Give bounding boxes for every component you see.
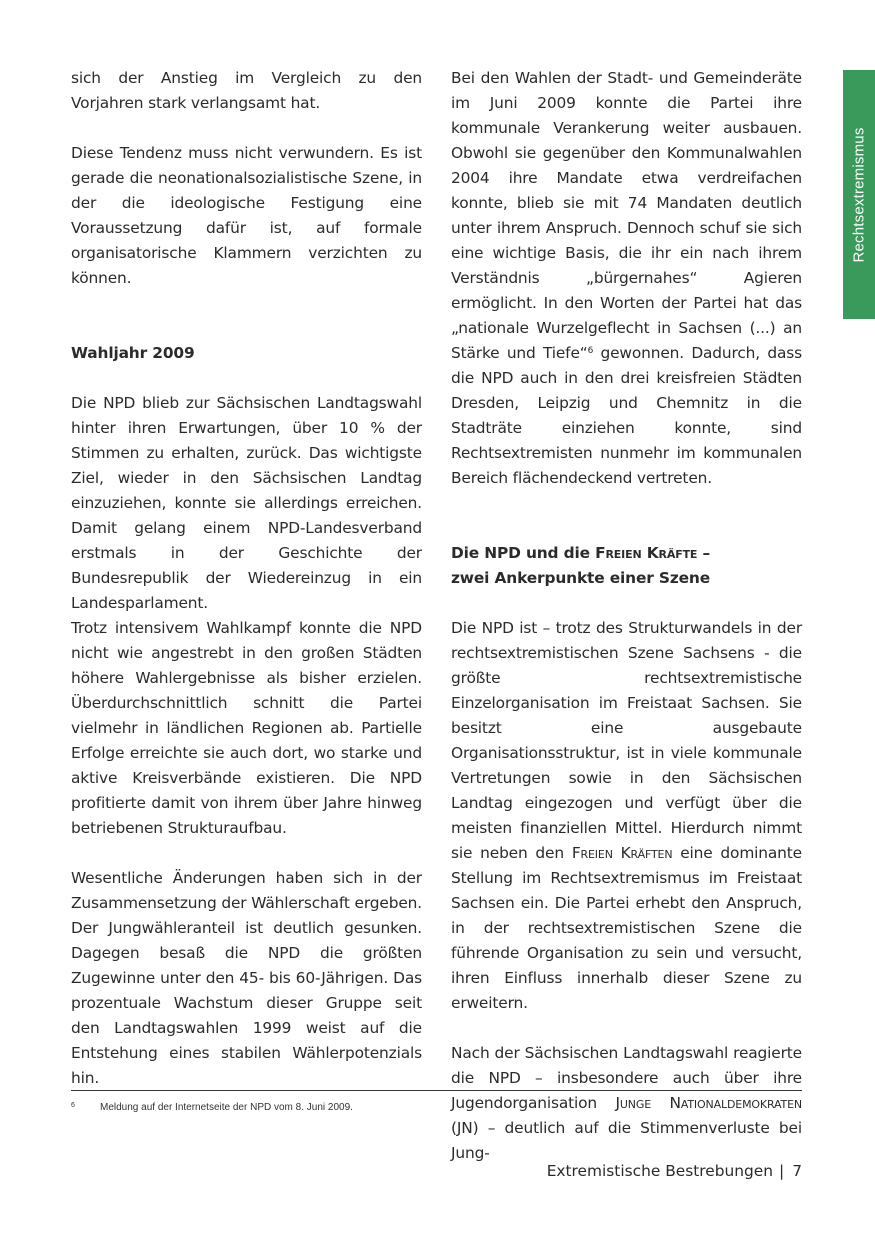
section-heading xyxy=(451,541,802,566)
small-caps-text: Junge Nationaldemokraten xyxy=(615,1094,802,1112)
paragraph xyxy=(451,1041,802,1166)
footnote xyxy=(71,1102,353,1113)
text-run: gewonnen. Dadurch, dass die NPD auch in den drei kreisfreien Städten Dresden, Leipzig und Chemnitz in die Stadträte einziehen konnte, sind Rechtsextremisten nunmehr im kommunalen Bereich flächendeckend vertreten. xyxy=(451,344,802,487)
paragraph: Wesentliche Änderungen haben sich in der Zusammensetzung der Wählerschaft ergeben. Der Jungwähleranteil ist deutlich gesunken. Dagegen besaß die NPD die größten Zugewinne unter den 45- bis 60-Jährigen. Das prozentuale Wachstum dieser Gruppe seit den Landtagswahlen 1999 weist auf die Entstehung eines stabilen Wählerpotenzials hin. xyxy=(71,869,422,1087)
text-run: – xyxy=(697,544,711,562)
footer-separator: | xyxy=(779,1162,785,1180)
paragraph: sich der Anstieg im Vergleich zu den Vorjahren stark verlangsamt hat. xyxy=(71,69,422,112)
small-caps-text: Freien Kräften xyxy=(571,844,673,862)
footnote-divider xyxy=(71,1090,802,1091)
paragraph: Die NPD blieb zur Sächsischen Landtagswahl hinter ihren Erwartungen, über 10 % der Stimmen zu erhalten, zurück. Das wichtigste Ziel, wieder in den Sächsischen Landtag einzuziehen, konnte sie allerdings erreichen. Damit gelang einem NPD-Landesverband erstmals in der Geschichte der Bundesrepublik der Wiedereinzug in ein Landesparlament. xyxy=(71,394,422,612)
footnote-text: Meldung auf der Internetseite der NPD vom 8. Juni 2009. xyxy=(100,1102,353,1113)
footer-section-title: Extremistische Bestrebungen xyxy=(546,1162,774,1180)
footnote-number: 6 xyxy=(71,1102,75,1109)
paragraph: Diese Tendenz muss nicht verwundern. Es ist gerade die neonationalsozialistische Szene, in der die ideologische Festigung eine Voraussetzung dafür ist, auf formale organisatorische Klammern verzichten zu können. xyxy=(71,144,422,287)
section-tab-label: Rechtsextremismus xyxy=(850,126,868,263)
text-run: Die NPD ist – trotz des Strukturwandels in der rechtsextremistischen Szene Sachsens - die größte rechtsextremistische Einzelorganisation im Freistaat Sachsen. Sie besitzt eine ausgebaute Organisationsstruktur, ist in viele kommunale Vertretungen sowie in den Sächsischen Landtag eingezogen und verfügt über die meisten finanziellen Mittel. Hierdurch nimmt sie neben den xyxy=(451,619,802,862)
section-heading: Wahljahr 2009 xyxy=(71,344,195,362)
paragraph xyxy=(451,616,802,1016)
right-column xyxy=(451,66,802,1166)
text-run: Die NPD und die xyxy=(451,544,596,562)
text-run: Bei den Wahlen der Stadt- und Gemeinderäte im Juni 2009 konnte die Partei ihre kommunale Verankerung weiter ausbauen. Obwohl sie gegenüber den Kommunalwahlen 2004 ihre Mandate etwa verdreifachen konnte, blieb sie mit 74 Mandaten deutlich unter ihrem Anspruch. Dennoch schuf sie sich eine wichtige Basis, die ihr ein nach ihrem Verständnis „bürgernahes“ Agieren ermöglicht. In den Worten der Partei hat das „nationale Wurzelgeflecht in Sachsen (...) an Stärke und Tiefe“ xyxy=(451,69,802,362)
page-number: 7 xyxy=(792,1162,802,1180)
small-caps-text: Freien Kräfte xyxy=(595,544,698,562)
section-heading-line2: zwei Ankerpunkte einer Szene xyxy=(451,569,711,587)
paragraph xyxy=(451,66,802,491)
left-column xyxy=(71,66,422,1091)
footnote-ref[interactable]: 6 xyxy=(587,346,594,356)
section-tab xyxy=(843,70,875,319)
text-run: Nach der Sächsischen Landtagswahl reagierte die NPD – insbesondere auch über ihre Jugendorganisation xyxy=(451,1044,802,1112)
text-run: eine dominante Stellung im Rechtsextremismus im Freistaat Sachsen ein. Die Partei erhebt den Anspruch, in der rechtsextremistischen Szene die führende Organisation zu sein und versucht, ihren Einfluss innerhalb dieser Szene zu erweitern. xyxy=(451,844,802,1012)
text-run: (JN) – deutlich auf die Stimmenverluste bei Jung- xyxy=(451,1119,802,1162)
page-footer xyxy=(547,1162,802,1180)
paragraph: Trotz intensivem Wahlkampf konnte die NPD nicht wie angestrebt in den großen Städten höhere Wahlergebnisse als bisher erzielen. Überdurchschnittlich schnitt die Partei vielmehr in ländlichen Regionen ab. Partielle Erfolge erreichte sie auch dort, wo starke und aktive Kreisverbände existieren. Die NPD profitierte damit von ihrem über Jahre hinweg betriebenen Strukturaufbau. xyxy=(71,619,422,837)
